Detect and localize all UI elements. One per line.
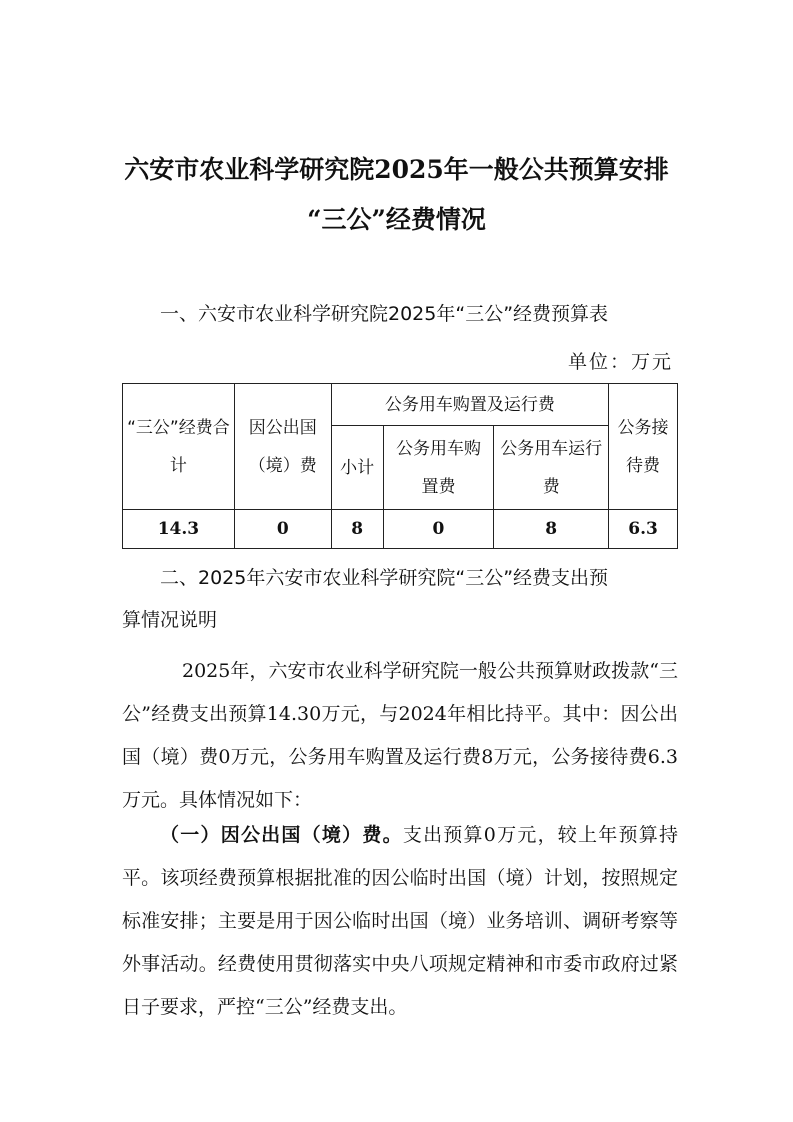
section-1-heading: 一、六安市农业科学研究院2025年“三公”经费预算表 xyxy=(160,303,609,325)
header-vehicle-group: 公务用车购置及运行费 xyxy=(331,384,608,426)
document-title-line-1: 六安市农业科学研究院2025年一般公共预算安排 xyxy=(124,155,669,184)
document-title-line-2: “三公”经费情况 xyxy=(307,205,486,234)
unit-label: 单位：万元 xyxy=(567,351,673,373)
header-vehicle-operation: 公务用车运行费 xyxy=(494,426,609,510)
paragraph-summary: 2025年，六安市农业科学研究院一般公共预算财政拨款“三公”经费支出预算14.30万元，与2024年相比持平。其中：因公出国（境）费0万元，公务用车购置及运行费8万元，公务接待费6.3万元。具体情况如下： xyxy=(122,660,678,811)
paragraph-lead: （一）因公出国（境）费。 xyxy=(160,824,403,846)
header-abroad: 因公出国（境）费 xyxy=(234,384,331,510)
section-2-heading: 二、2025年六安市农业科学研究院“三公”经费支出预 xyxy=(160,567,609,589)
paragraph-abroad-expense xyxy=(122,814,678,1029)
section-2-heading-continued: 算情况说明 xyxy=(122,609,218,631)
header-reception: 公务接待费 xyxy=(609,384,678,510)
budget-table xyxy=(122,383,678,549)
header-total: “三公”经费合计 xyxy=(123,384,235,510)
header-subtotal: 小计 xyxy=(331,426,383,510)
value-vehicle-operation: 8 xyxy=(494,510,609,549)
value-vehicle-purchase: 0 xyxy=(383,510,494,549)
header-vehicle-purchase: 公务用车购置费 xyxy=(383,426,494,510)
value-subtotal: 8 xyxy=(331,510,383,549)
value-abroad: 0 xyxy=(234,510,331,549)
value-total: 14.3 xyxy=(123,510,235,549)
value-reception: 6.3 xyxy=(609,510,678,549)
paragraph-body: 支出预算0万元，较上年预算持平。该项经费预算根据批准的因公临时出国（境）计划，按照规定标准安排；主要是用于因公临时出国（境）业务培训、调研考察等外事活动。经费使用贯彻落实中央八项规定精神和市委市政府过紧日子要求，严控“三公”经费支出。 xyxy=(122,824,678,1018)
